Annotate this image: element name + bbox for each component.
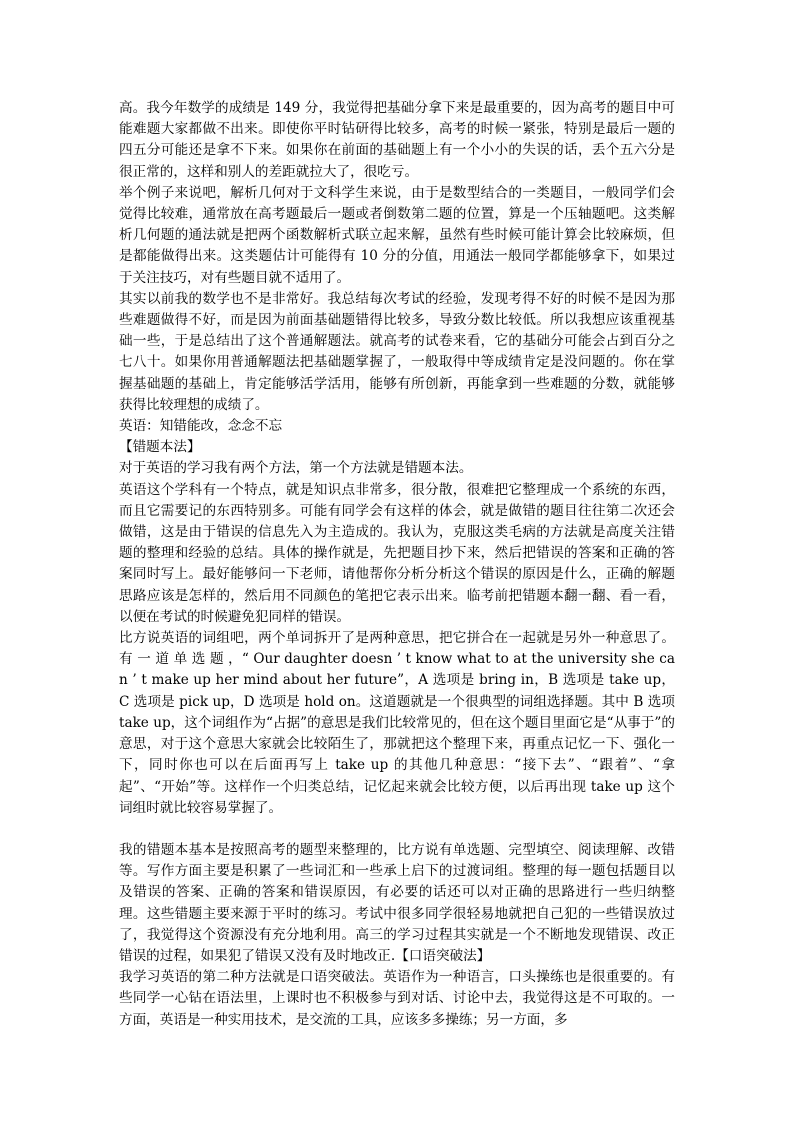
english-section-heading: 英语：知错能改，念念不忘 bbox=[119, 418, 283, 435]
error-book-heading: 【错题本法】 bbox=[119, 439, 201, 456]
math-paragraph-example: 举个例子来说吧，解析几何对于文科学生来说，由于是数型结合的一类题目，一般同学们会觉得比较难，通常放在高考题最后一题或者倒数第二题的位置，算是一个压轴题吧。这类解析几何题的通法就是把两个函数解析式联立起来解，虽然有些时候可能计算会比较麻烦，但是都能做得出来。这类题估计可能得有 10 分的分值，用通法一般同学都能够拿下，如果过于关注技巧，对有些题目就不适用了。 bbox=[119, 184, 675, 286]
oral-method-paragraph: 我学习英语的第二种方法就是口语突破法。英语作为一种语言，口头操练也是很重要的。有些同学一心钻在语法里，上课时也不积极参与到对话、讨论中去，我觉得这是不可取的。一方面，英语是一种实用技术，是交流的工具，应该多多操练；另一方面，多 bbox=[119, 969, 675, 1028]
error-book-paragraph: 英语这个学科有一个特点，就是知识点非常多，很分散，很难把它整理成一个系统的东西，而且它需要记的东西特别多。可能有同学会有这样的体会，就是做错的题目往往第二次还会做错，这是由于错误的信息先入为主造成的。我认为，克服这类毛病的方法就是高度关注错题的整理和经验的总结。具体的操作就是，先把题目抄下来，然后把错误的答案和正确的答案同时写上。最好能够问一下老师，请他帮你分析分析这个错误的原因是什么，正确的解题思路应该是怎样的，然后用不同颜色的笔把它表示出来。临考前把错题本翻一翻、看一看，以便在考试的时候避免犯同样的错误。 bbox=[119, 481, 675, 625]
document-page bbox=[119, 98, 675, 1031]
math-paragraph-basics: 高。我今年数学的成绩是 149 分，我觉得把基础分拿下来是最重要的，因为高考的题目中可能难题大家都做不出来。即使你平时钻研得比较多，高考的时候一紧张，特别是最后一题的四五分可能还是拿不下来。如果你在前面的基础题上有一个小小的失误的话，丢个五六分是很正常的，这样和别人的差距就拉大了，很吃亏。 bbox=[119, 100, 675, 180]
error-book-organization-paragraph: 我的错题本基本是按照高考的题型来整理的，比方说有单选题、完型填空、阅读理解、改错等。写作方面主要是积累了一些词汇和一些承上启下的过渡词组。整理的每一题包括题目以及错误的答案、正确的答案和错误原因，有必要的话还可以对正确的思路进行一些归纳整理。这些错题主要来源于平时的练习。考试中很多同学很轻易地就把自己犯的一些错误放过了，我觉得这个资源没有充分地利用。高三的学习过程其实就是一个不断地发现错误、改正错误的过程，如果犯了错误又没有及时地改正.【口语突破法】 bbox=[119, 841, 675, 964]
math-paragraph-summary: 其实以前我的数学也不是非常好。我总结每次考试的经验，发现考得不好的时候不是因为那些难题做得不好，而是因为前面基础题错得比较多，导致分数比较低。所以我想应该重视基础一些，于是总结出了这个普通解题法。就高考的试卷来看，它的基础分可能会占到百分之七八十。如果你用普通解题法把基础题掌握了，一般取得中等成绩肯定是没问题的。你在掌握基础题的基础上，肯定能够活学活用，能够有所创新，再能拿到一些难题的分数，就能够获得比较理想的成绩了。 bbox=[119, 290, 675, 413]
english-intro-paragraph: 对于英语的学习我有两个方法，第一个方法就是错题本法。 bbox=[119, 460, 473, 477]
phrase-example-paragraph: 比方说英语的词组吧，两个单词拆开了是两种意思，把它拼合在一起就是另外一种意思了。有 一 道 单 选 题 ，“ Our daughter doesn ’ t know what to at the university she can ’ t make up her mind about her future”，A 选项是 bring in，B 选项是 take up，C 选项是 pick up，D 选项是 hold on。这道题就是一个很典型的词组选择题。其中 B 选项 take up，这个词组作为“占据”的意思是我们比较常见的，但在这个题目里面它是“从事于”的意思，对于这个意思大家就会比较陌生了，那就把这个整理下来，再重点记忆一下、强化一下，同时你也可以在后面再写上 take up 的其他几种意思：“接下去”、“跟着”、“拿起”、“开始”等。这样作一个归类总结，记忆起来就会比较方便，以后再出现 take up 这个词组时就比较容易掌握了。 bbox=[119, 630, 675, 816]
paragraph-spacer bbox=[119, 819, 675, 840]
